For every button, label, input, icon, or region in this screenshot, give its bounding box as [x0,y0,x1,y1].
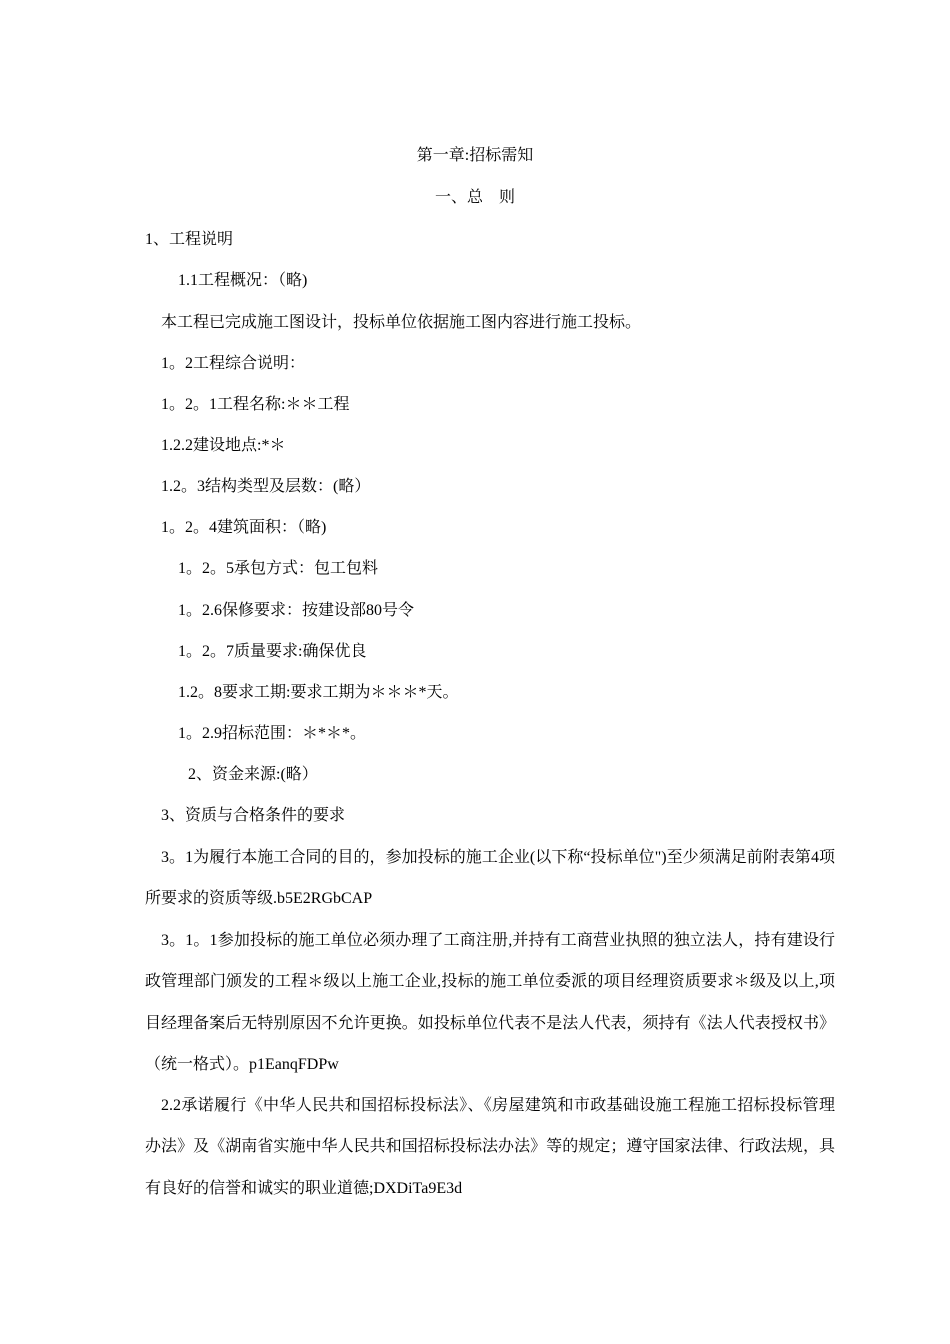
paragraph: 3。1。1参加投标的施工单位必须办理了工商注册,并持有工商营业执照的独立法人，持有建设行政管理部门颁发的工程＊级以上施工企业,投标的施工单位委派的项目经理资质要求＊级及以上,项目经理备案后无特别原因不允许更换。如投标单位代表不是法人代表，须持有《法人代表授权书》（统一格式）。p1EanqFDPw [145,932,835,1073]
text-line: 1.1工程概况：（略) [178,272,308,289]
text-line: 1.2.2建设地点:*＊ [161,437,286,454]
text-line: 3、资质与合格条件的要求 [161,807,346,824]
text-line: 1、工程说明 [145,231,234,248]
text-line: 1。2。5承包方式：包工包料 [178,560,379,577]
text-line: 2、资金来源:(略） [188,766,318,783]
text-line: 本工程已完成施工图设计，投标单位依据施工图内容进行施工投标。 [161,314,642,331]
text-line: 1。2。4建筑面积：（略) [161,519,327,536]
text-line: 1.2。3结构类型及层数：(略） [161,478,371,495]
chapter-title: 第一章:招标需知 [416,147,534,164]
paragraph: 3。1为履行本施工合同的目的，参加投标的施工企业(以下称“投标单位")至少须满足前附表第4项所要求的资质等级.b5E2RGbCAP [145,849,835,908]
text-line: 1.2。8要求工期:要求工期为＊＊＊*天。 [178,684,459,701]
section-title: 一、总 则 [434,189,515,206]
paragraph: 2.2承诺履行《中华人民共和国招标投标法》、《房屋建筑和市政基础设施工程施工招标投标管理办法》及《湖南省实施中华人民共和国招标投标法办法》等的规定；遵守国家法律、行政法规，具有良好的信誉和诚实的职业道德;DXDiTa9E3d [145,1097,835,1197]
text-line: 1。2工程综合说明： [161,355,306,372]
text-line: 1。2.6保修要求：按建设部80号令 [178,602,415,619]
text-line: 1。2。7质量要求:确保优良 [178,643,367,660]
text-line: 1。2.9招标范围：＊*＊*。 [178,725,367,742]
text-line: 1。2。1工程名称:＊＊工程 [161,396,350,413]
